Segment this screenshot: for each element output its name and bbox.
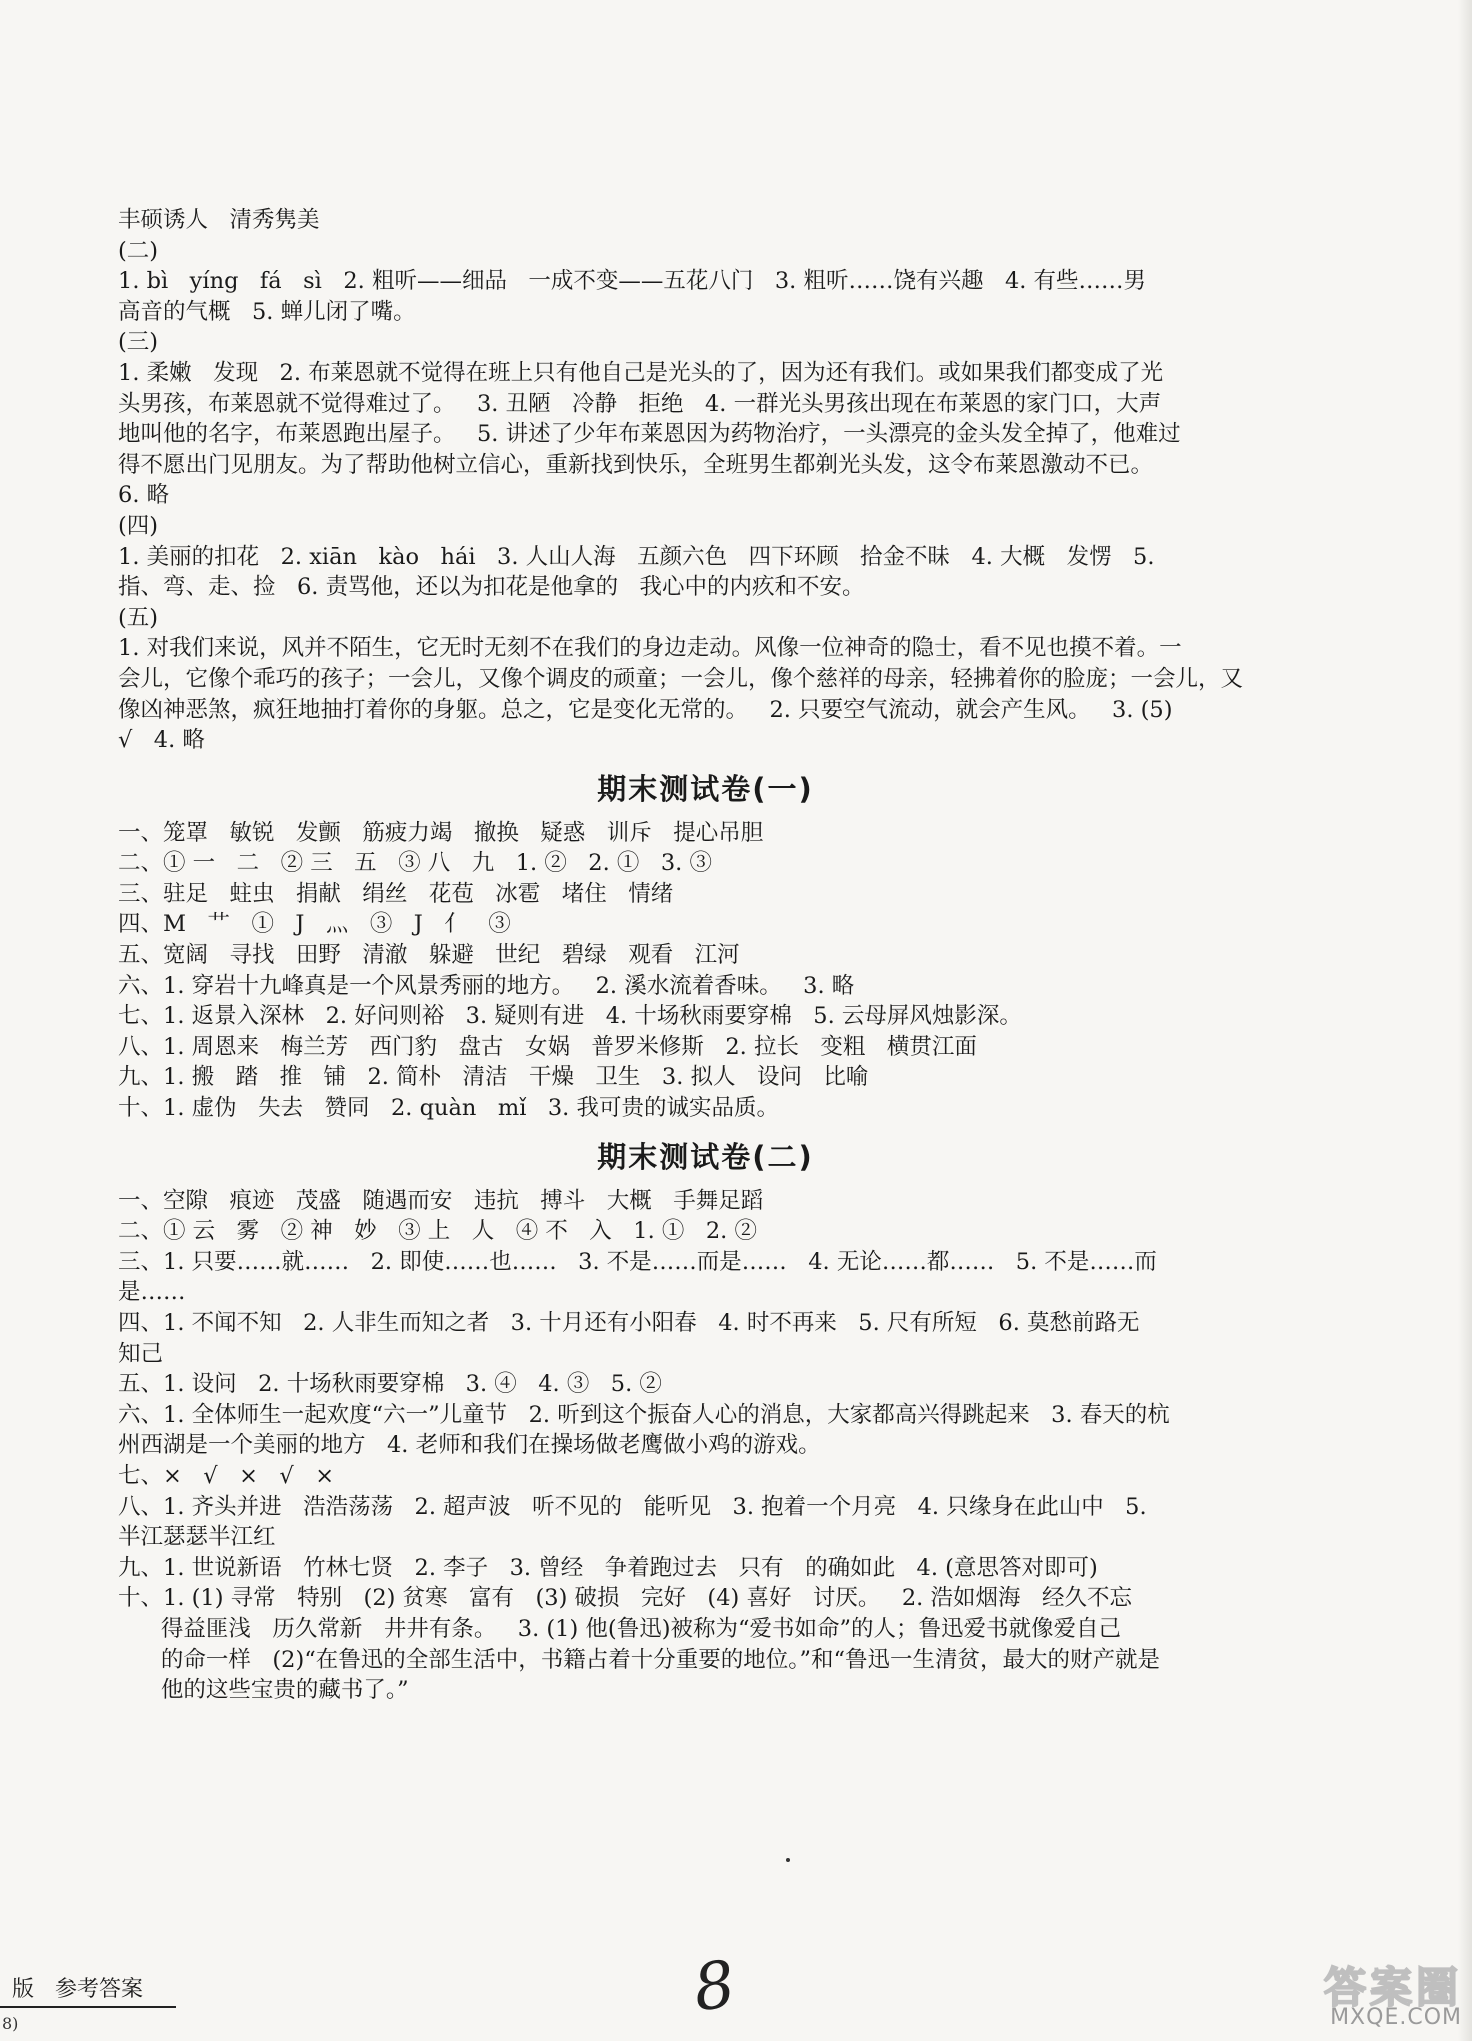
answer-line: 三、驻足 蛀虫 捐献 绢丝 花苞 冰雹 堵住 情绪 bbox=[118, 880, 674, 907]
answer-line: 一、笼罩 敏锐 发颤 筋疲力竭 撤换 疑惑 训斥 提心吊胆 bbox=[118, 819, 764, 846]
answer-line: 州西湖是一个美丽的地方 4. 老师和我们在操场做老鹰做小鸡的游戏。 bbox=[118, 1432, 821, 1459]
page-footer bbox=[0, 1972, 175, 2033]
footer-rule bbox=[0, 2006, 176, 2008]
answer-line: 他的这些宝贵的藏书了。” bbox=[118, 1677, 409, 1704]
answer-line: 得益匪浅 历久常新 井井有条。 3. (1) 他(鲁迅)被称为“爱书如命”的人；鲁迅爱书就像爱自己 bbox=[118, 1615, 1121, 1642]
exam2-title: 期末测试卷(二) bbox=[597, 1139, 814, 1174]
text-line: 指、弯、走、捡 6. 责骂他，还以为扣花是他拿的 我心中的内疚和不安。 bbox=[118, 574, 865, 601]
answer-line: 九、1. 世说新语 竹林七贤 2. 李子 3. 曾经 争着跑过去 只有 的确如此 4. (意思答对即可) bbox=[118, 1554, 1098, 1581]
answer-line: 十、1. (1) 寻常 特别 (2) 贫寒 富有 (3) 破损 完好 (4) 喜好 讨厌。 2. 浩如烟海 经久不忘 bbox=[118, 1585, 1132, 1612]
answer-line: 知己 bbox=[118, 1340, 164, 1367]
top-section bbox=[118, 205, 1293, 756]
exam1-answers bbox=[118, 818, 1293, 1124]
answer-line: 二、① 云 雾 ② 神 妙 ③ 上 人 ④ 不 入 1. ① 2. ② bbox=[118, 1218, 757, 1245]
answer-line: 十、1. 虚伪 失去 赞同 2. quàn mǐ 3. 我可贵的诚实品质。 bbox=[118, 1095, 779, 1122]
text-line: 像凶神恶煞，疯狂地抽打着你的身躯。总之，它是变化无常的。 2. 只要空气流动，就会产生风。 3. (5) bbox=[118, 696, 1173, 723]
text-line: 高音的气概 5. 蝉儿闭了嘴。 bbox=[118, 298, 416, 325]
answer-page bbox=[118, 205, 1293, 1706]
page-edge-shadow bbox=[1458, 0, 1472, 2041]
section-marker: (四) bbox=[118, 512, 159, 539]
text-line: 头男孩，布莱恩就不觉得难过了。 3. 丑陋 冷静 拒绝 4. 一群光头男孩出现在布莱恩的家门口，大声 bbox=[118, 390, 1162, 417]
watermark-logo: 答案圈 bbox=[1323, 1963, 1462, 2012]
answer-line: 二、① 一 二 ② 三 五 ③ 八 九 1. ② 2. ① 3. ③ bbox=[118, 850, 712, 877]
answer-line: 九、1. 搬 踏 推 铺 2. 简朴 清洁 干燥 卫生 3. 拟人 设问 比喻 bbox=[118, 1064, 869, 1091]
answer-line: 六、1. 穿岩十九峰真是一个风景秀丽的地方。 2. 溪水流着香味。 3. 略 bbox=[118, 972, 855, 999]
answer-line: 五、1. 设问 2. 十场秋雨要穿棉 3. ④ 4. ③ 5. ② bbox=[118, 1371, 662, 1398]
answer-line: 七、× √ × √ × bbox=[118, 1462, 335, 1489]
answer-line: 六、1. 全体师生一起欢度“六一”儿童节 2. 听到这个振奋人心的消息，大家都高兴得跳起来 3. 春天的杭 bbox=[118, 1401, 1170, 1428]
answer-line: 四、1. 不闻不知 2. 人非生而知之者 3. 十月还有小阳春 4. 时不再来 5. 尺有所短 6. 莫愁前路无 bbox=[118, 1310, 1140, 1336]
answer-line: 的命一样 (2)“在鲁迅的全部生活中，书籍占着十分重要的地位。”和“鲁迅一生清贫，最大的财产就是 bbox=[118, 1646, 1161, 1673]
answer-line: 四、M 艹 ① J 灬 ③ J 亻 ③ bbox=[118, 911, 511, 938]
text-line: 1. bì yíng fá sì 2. 粗听——细品 一成不变——五花八门 3. 粗听……饶有兴趣 4. 有些……男 bbox=[118, 268, 1147, 295]
footer-sub: 8) bbox=[2, 2014, 19, 2033]
answer-line: 一、空隙 痕迹 茂盛 随遇而安 违抗 搏斗 大概 手舞足蹈 bbox=[118, 1187, 764, 1214]
text-line: √ 4. 略 bbox=[118, 727, 205, 754]
section-marker: (三) bbox=[118, 329, 159, 356]
answer-line: 半江瑟瑟半江红 bbox=[118, 1524, 276, 1551]
text-line: 得不愿出门见朋友。为了帮助他树立信心，重新找到快乐，全班男生都剃光头发，这令布莱恩激动不已。 bbox=[118, 451, 1154, 478]
site-watermark bbox=[1242, 1955, 1462, 2035]
footer-label: 版 参考答案 bbox=[12, 1977, 143, 2002]
answer-line: 三、1. 只要……就…… 2. 即使……也…… 3. 不是……而是…… 4. 无论……都…… 5. 不是……而 bbox=[118, 1248, 1157, 1275]
exam1-title: 期末测试卷(一) bbox=[597, 771, 814, 806]
exam2-answers bbox=[118, 1186, 1293, 1706]
section-marker: (五) bbox=[118, 604, 159, 631]
text-line: 地叫他的名字，布莱恩跑出屋子。 5. 讲述了少年布莱恩因为药物治疗，一头漂亮的金头发全掉了，他难过 bbox=[118, 421, 1181, 448]
section-marker: (二) bbox=[118, 237, 159, 264]
text-line: 1. 美丽的扣花 2. xiān kào hái 3. 人山人海 五颜六色 四下环顾 拾金不昧 4. 大概 发愣 5. bbox=[118, 543, 1155, 570]
text-line: 6. 略 bbox=[118, 482, 170, 509]
answer-line: 七、1. 返景入深林 2. 好问则裕 3. 疑则有进 4. 十场秋雨要穿棉 5. 云母屏风烛影深。 bbox=[118, 1003, 1022, 1030]
watermark-url: MXQE.COM bbox=[1330, 2005, 1462, 2030]
text-line: 会儿，它像个乖巧的孩子；一会儿，又像个调皮的顽童；一会儿，像个慈祥的母亲，轻拂着你的脸庞；一会儿，又 bbox=[118, 665, 1244, 692]
answer-line: 是…… bbox=[118, 1279, 186, 1306]
text-line: 1. 对我们来说，风并不陌生，它无时无刻不在我们的身边走动。风像一位神奇的隐士，看不见也摸不着。一 bbox=[118, 635, 1182, 662]
handwritten-page-number: 8 bbox=[689, 1947, 740, 2027]
text-line: 丰硕诱人 清秀隽美 bbox=[118, 207, 320, 233]
answer-line: 五、宽阔 寻找 田野 清澈 躲避 世纪 碧绿 观看 江河 bbox=[118, 942, 740, 969]
text-line: 1. 柔嫩 发现 2. 布莱恩就不觉得在班上只有他自己是光头的了，因为还有我们。或如果我们都变成了光 bbox=[118, 359, 1164, 386]
answer-line: 八、1. 周恩来 梅兰芳 西门豹 盘古 女娲 普罗米修斯 2. 拉长 变粗 横贯江面 bbox=[118, 1033, 977, 1060]
answer-line: 八、1. 齐头并进 浩浩荡荡 2. 超声波 听不见的 能听见 3. 抱着一个月亮 4. 只缘身在此山中 5. bbox=[118, 1493, 1147, 1520]
stray-dot bbox=[786, 1858, 790, 1862]
